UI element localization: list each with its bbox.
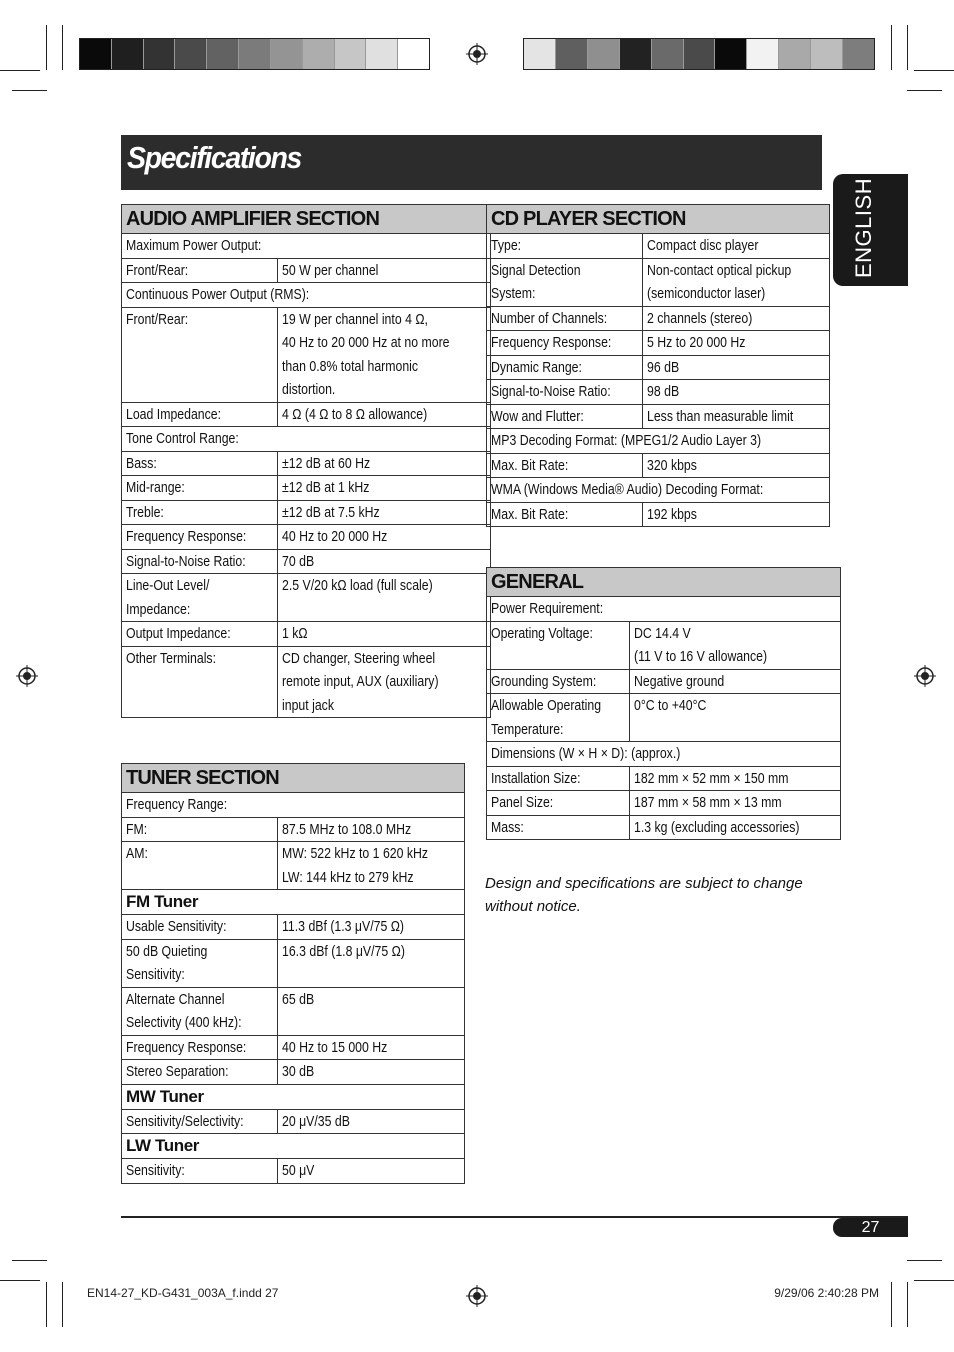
- spec-label: Load Impedance:: [122, 402, 278, 427]
- spec-label: Frequency Response:: [122, 1035, 278, 1060]
- spec-row: [487, 234, 830, 259]
- spec-label: Frequency Response:: [122, 525, 278, 550]
- spec-value: 16.3 dBf (1.8 μV/75 Ω): [277, 939, 464, 987]
- spec-row: [487, 815, 841, 840]
- spec-label: Bass:: [122, 451, 278, 476]
- color-calibration-bar-right: [523, 38, 875, 70]
- crop-mark: [907, 1282, 908, 1327]
- spec-row: [122, 402, 491, 427]
- spec-row: [487, 791, 841, 816]
- section-heading: GENERAL: [487, 568, 841, 597]
- crop-mark: [0, 70, 40, 71]
- spec-value: 0°C to +40°C: [630, 694, 841, 742]
- crop-mark: [891, 1282, 892, 1327]
- subsection-heading: FM Tuner: [122, 890, 465, 915]
- registration-mark-icon: [466, 43, 488, 65]
- color-swatch: [80, 39, 112, 69]
- spec-label: 50 dB Quieting Sensitivity:: [122, 939, 278, 987]
- spec-label: Number of Channels:: [487, 306, 643, 331]
- spec-value: 50 W per channel: [277, 258, 490, 283]
- spec-label: Mass:: [487, 815, 630, 840]
- color-swatch: [175, 39, 207, 69]
- crop-mark: [907, 1260, 942, 1261]
- spec-group-label: Tone Control Range:: [122, 427, 491, 452]
- spec-value: 40 Hz to 20 000 Hz: [277, 525, 490, 550]
- spec-row: [122, 1109, 465, 1134]
- spec-row: [122, 574, 491, 622]
- spec-value: CD changer, Steering wheel remote input, AUX (auxiliary) input jack: [277, 646, 490, 718]
- color-swatch: [366, 39, 398, 69]
- spec-row: [122, 549, 491, 574]
- spec-value: 98 dB: [642, 380, 829, 405]
- color-swatch: [207, 39, 239, 69]
- spec-row: [122, 939, 465, 987]
- registration-mark-icon: [914, 665, 936, 687]
- crop-mark: [46, 1282, 47, 1327]
- color-swatch: [303, 39, 335, 69]
- section-heading: CD PLAYER SECTION: [487, 205, 830, 234]
- spec-row: [487, 669, 841, 694]
- spec-row: [487, 621, 841, 669]
- spec-value: MW: 522 kHz to 1 620 kHz LW: 144 kHz to 279 kHz: [277, 842, 464, 890]
- spec-row: [487, 355, 830, 380]
- color-swatch: [811, 39, 843, 69]
- language-tab: [833, 174, 908, 286]
- spec-row: [122, 1084, 465, 1109]
- spec-row: [122, 793, 465, 818]
- spec-value: ±12 dB at 7.5 kHz: [277, 500, 490, 525]
- spec-value: 1.3 kg (excluding accessories): [630, 815, 841, 840]
- spec-label: Allowable Operating Temperature:: [487, 694, 630, 742]
- spec-label: FM:: [122, 817, 278, 842]
- color-swatch: [335, 39, 367, 69]
- spec-value: Non-contact optical pickup (semiconductor laser): [642, 258, 829, 306]
- spec-row: [487, 404, 830, 429]
- spec-row: [487, 766, 841, 791]
- spec-row: [122, 915, 465, 940]
- spec-label: Installation Size:: [487, 766, 630, 791]
- spec-label: Panel Size:: [487, 791, 630, 816]
- spec-label: Output Impedance:: [122, 622, 278, 647]
- spec-row: [487, 478, 830, 503]
- crop-mark: [914, 1280, 954, 1281]
- color-swatch: [144, 39, 176, 69]
- spec-label: Grounding System:: [487, 669, 630, 694]
- spec-row: [487, 453, 830, 478]
- spec-row: [487, 742, 841, 767]
- spec-value: Less than measurable limit: [642, 404, 829, 429]
- audio-amplifier-table: [121, 204, 491, 718]
- subsection-heading: MW Tuner: [122, 1084, 465, 1109]
- spec-row: [122, 646, 491, 718]
- color-swatch: [747, 39, 779, 69]
- spec-label: Treble:: [122, 500, 278, 525]
- color-swatch: [652, 39, 684, 69]
- spec-label: Alternate Channel Selectivity (400 kHz):: [122, 987, 278, 1035]
- spec-label: Dynamic Range:: [487, 355, 643, 380]
- spec-label: Front/Rear:: [122, 258, 278, 283]
- spec-label: Usable Sensitivity:: [122, 915, 278, 940]
- spec-value: 65 dB: [277, 987, 464, 1035]
- color-swatch: [779, 39, 811, 69]
- spec-value: 2 channels (stereo): [642, 306, 829, 331]
- spec-row: [122, 500, 491, 525]
- registration-mark-icon: [16, 665, 38, 687]
- slug-file-info: EN14-27_KD-G431_003A_f.indd 27: [87, 1286, 279, 1300]
- color-swatch: [524, 39, 556, 69]
- color-swatch: [588, 39, 620, 69]
- spec-group-label: Continuous Power Output (RMS):: [122, 283, 491, 308]
- spec-label: Stereo Separation:: [122, 1060, 278, 1085]
- language-label: ENGLISH: [851, 177, 876, 278]
- spec-group-label: Power Requirement:: [487, 597, 841, 622]
- color-swatch: [620, 39, 652, 69]
- spec-row: [122, 842, 465, 890]
- spec-value: DC 14.4 V (11 V to 16 V allowance): [630, 621, 841, 669]
- subsection-heading: LW Tuner: [122, 1134, 465, 1159]
- color-swatch: [112, 39, 144, 69]
- spec-value: 30 dB: [277, 1060, 464, 1085]
- spec-value: 4 Ω (4 Ω to 8 Ω allowance): [277, 402, 490, 427]
- spec-label: Other Terminals:: [122, 646, 278, 718]
- spec-row: [122, 1035, 465, 1060]
- spec-row: [122, 451, 491, 476]
- spec-label: Operating Voltage:: [487, 621, 630, 669]
- color-swatch: [556, 39, 588, 69]
- spec-label: Signal Detection System:: [487, 258, 643, 306]
- spec-group-label: MP3 Decoding Format: (MPEG1/2 Audio Layer 3): [487, 429, 830, 454]
- crop-mark: [907, 25, 908, 70]
- color-swatch: [271, 39, 303, 69]
- spec-group-label: Frequency Range:: [122, 793, 465, 818]
- spec-row: [487, 694, 841, 742]
- spec-label: Line-Out Level/ Impedance:: [122, 574, 278, 622]
- spec-value: 5 Hz to 20 000 Hz: [642, 331, 829, 356]
- spec-row: [122, 258, 491, 283]
- spec-value: 20 μV/35 dB: [277, 1109, 464, 1134]
- disclaimer-note: Design and specifications are subject to change without notice.: [485, 875, 803, 915]
- registration-mark-icon: [466, 1285, 488, 1307]
- spec-row: [487, 502, 830, 527]
- spec-value: ±12 dB at 1 kHz: [277, 476, 490, 501]
- spec-label: Signal-to-Noise Ratio:: [487, 380, 643, 405]
- spec-row: [487, 429, 830, 454]
- spec-row: [122, 890, 465, 915]
- spec-value: 1 kΩ: [277, 622, 490, 647]
- spec-value: 96 dB: [642, 355, 829, 380]
- crop-mark: [907, 90, 942, 91]
- spec-row: [122, 987, 465, 1035]
- spec-value: Negative ground: [630, 669, 841, 694]
- crop-mark: [62, 1282, 63, 1327]
- spec-value: 19 W per channel into 4 Ω, 40 Hz to 20 000 Hz at no more than 0.8% total harmonic distortion.: [277, 307, 490, 402]
- spec-row: [122, 234, 491, 259]
- spec-label: Max. Bit Rate:: [487, 453, 643, 478]
- spec-group-label: WMA (Windows Media® Audio) Decoding Format:: [487, 478, 830, 503]
- crop-mark: [12, 1260, 47, 1261]
- spec-label: Mid-range:: [122, 476, 278, 501]
- section-heading: TUNER SECTION: [122, 764, 465, 793]
- section-heading: AUDIO AMPLIFIER SECTION: [122, 205, 491, 234]
- spec-value: 11.3 dBf (1.3 μV/75 Ω): [277, 915, 464, 940]
- page-number: 27: [833, 1218, 908, 1237]
- spec-row: [122, 817, 465, 842]
- crop-mark: [914, 70, 954, 71]
- spec-row: [487, 306, 830, 331]
- page-title-bar: [121, 135, 822, 190]
- spec-value: ±12 dB at 60 Hz: [277, 451, 490, 476]
- spec-row: [122, 1134, 465, 1159]
- general-table: [486, 567, 841, 840]
- spec-row: [487, 597, 841, 622]
- spec-value: 192 kbps: [642, 502, 829, 527]
- color-swatch: [715, 39, 747, 69]
- spec-value: 50 μV: [277, 1159, 464, 1184]
- spec-row: [122, 1060, 465, 1085]
- crop-mark: [12, 90, 47, 91]
- spec-label: AM:: [122, 842, 278, 890]
- spec-value: 2.5 V/20 kΩ load (full scale): [277, 574, 490, 622]
- color-swatch: [843, 39, 874, 69]
- spec-value: Compact disc player: [642, 234, 829, 259]
- spec-row: [122, 1159, 465, 1184]
- spec-row: [122, 307, 491, 402]
- spec-row: [122, 427, 491, 452]
- page-title: Specifications: [127, 140, 302, 175]
- spec-row: [122, 283, 491, 308]
- spec-label: Type:: [487, 234, 643, 259]
- spec-value: 87.5 MHz to 108.0 MHz: [277, 817, 464, 842]
- spec-row: [122, 525, 491, 550]
- spec-value: 40 Hz to 15 000 Hz: [277, 1035, 464, 1060]
- color-calibration-bar-left: [79, 38, 430, 70]
- color-swatch: [684, 39, 716, 69]
- spec-label: Front/Rear:: [122, 307, 278, 402]
- spec-value: 320 kbps: [642, 453, 829, 478]
- spec-group-label: Dimensions (W × H × D): (approx.): [487, 742, 841, 767]
- spec-row: [487, 331, 830, 356]
- slug-date-info: 9/29/06 2:40:28 PM: [774, 1286, 879, 1300]
- crop-mark: [891, 25, 892, 70]
- spec-row: [487, 258, 830, 306]
- spec-label: Signal-to-Noise Ratio:: [122, 549, 278, 574]
- spec-label: Frequency Response:: [487, 331, 643, 356]
- spec-row: [122, 476, 491, 501]
- crop-mark: [62, 25, 63, 70]
- crop-mark: [0, 1280, 40, 1281]
- color-swatch: [398, 39, 429, 69]
- spec-row: [122, 622, 491, 647]
- spec-value: 182 mm × 52 mm × 150 mm: [630, 766, 841, 791]
- spec-group-label: Maximum Power Output:: [122, 234, 491, 259]
- spec-value: 187 mm × 58 mm × 13 mm: [630, 791, 841, 816]
- color-swatch: [239, 39, 271, 69]
- spec-label: Sensitivity/Selectivity:: [122, 1109, 278, 1134]
- cd-player-table: [486, 204, 830, 527]
- footer-rule: [121, 1216, 908, 1218]
- spec-row: [487, 380, 830, 405]
- spec-label: Max. Bit Rate:: [487, 502, 643, 527]
- crop-mark: [46, 25, 47, 70]
- spec-value: 70 dB: [277, 549, 490, 574]
- spec-label: Sensitivity:: [122, 1159, 278, 1184]
- spec-label: Wow and Flutter:: [487, 404, 643, 429]
- tuner-table: [121, 763, 465, 1184]
